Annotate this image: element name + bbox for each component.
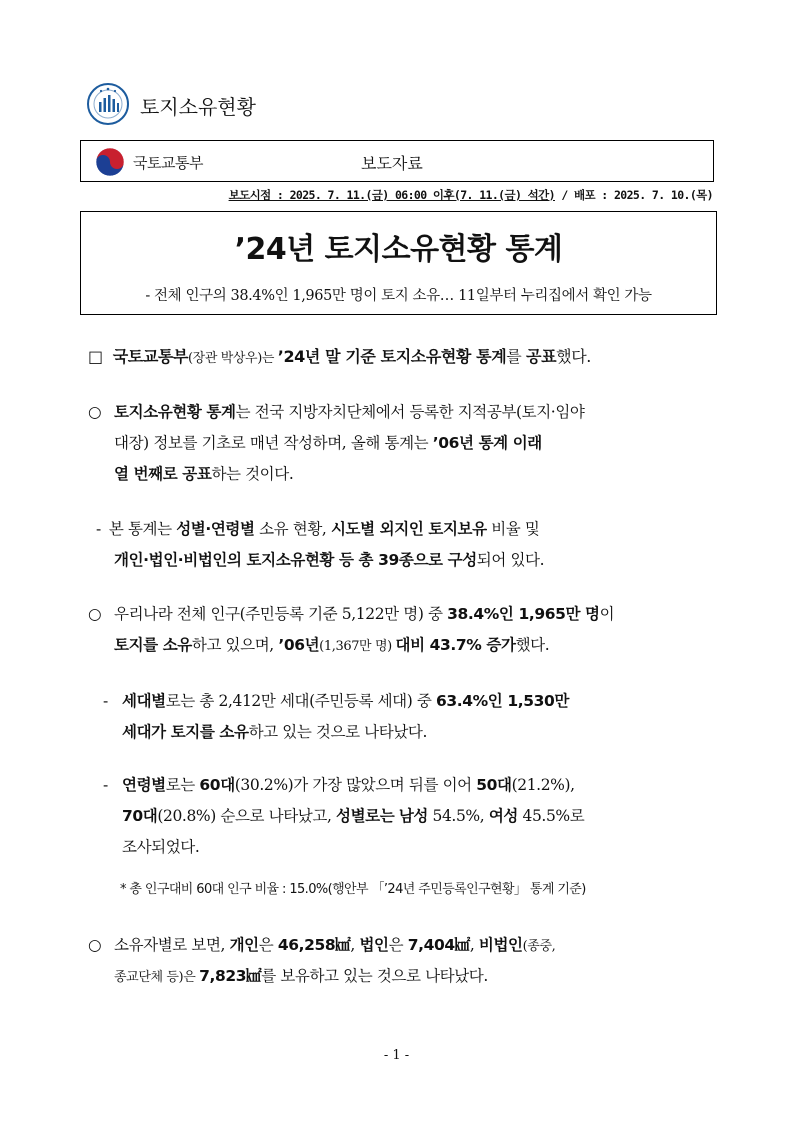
text: 했다. (515, 636, 550, 654)
square-bullet: □ (88, 347, 103, 366)
title-box (80, 211, 717, 315)
bold-text: 시도별 외지인 토지보유 (330, 520, 487, 538)
taegeuk-logo-icon (95, 147, 125, 177)
text: 하는 것이다. (211, 465, 294, 483)
ministry-header-box (80, 140, 714, 182)
text: (20.8%) 순으로 나타났고, (157, 807, 336, 825)
text: 로는 총 2,412만 세대(주민등록 세대) 중 (165, 692, 437, 710)
release-time: 보도시점 : 2025. 7. 11.(금) 06:00 이후(7. 11.(금) 석간) (228, 188, 555, 202)
bold-text: ’06년 통계 이래 (432, 434, 542, 452)
main-title: ’24년 토지소유현황 통계 (234, 232, 563, 267)
paragraph-7-line-2 (114, 961, 488, 993)
text: 대장) 정보를 기초로 매년 작성하며, 올해 통계는 (114, 434, 433, 452)
dash-bullet: - (96, 520, 101, 538)
bold-text: 열 번째로 공표 (114, 465, 212, 483)
paragraph-5-line-1 (122, 686, 569, 717)
bold-text: 63.4%인 1,530만 (436, 692, 569, 710)
bold-text: 7,404㎢ (407, 936, 470, 954)
paragraph-2-marker (88, 397, 101, 428)
text: 45.5%로 (517, 807, 585, 825)
bold-text: 70대 (122, 807, 158, 825)
bold-text: 50대 (476, 776, 512, 794)
circle-bullet: ○ (88, 403, 102, 421)
text: 되어 있다. (476, 551, 545, 569)
text: 를 (506, 347, 527, 366)
text: 로는 (165, 776, 200, 794)
paragraph-2-line-2 (114, 428, 542, 459)
paragraph-7-marker (88, 930, 101, 961)
bold-text: 세대별 (122, 692, 166, 710)
paragraph-7-line-1 (114, 930, 555, 962)
text: , (469, 936, 479, 954)
paragraph-5-line-2 (122, 717, 427, 748)
paragraph-3-line-1 (96, 514, 539, 545)
bold-text: 46,258㎢ (277, 936, 351, 954)
circle-bullet: ○ (88, 936, 102, 954)
bold-text: 세대가 토지를 소유 (122, 723, 249, 741)
bold-text: 연령별 (122, 776, 166, 794)
text: 하고 있는 것으로 나타났다. (248, 723, 427, 741)
dash-bullet: - (103, 776, 108, 794)
document-type: 보도자료 (361, 154, 423, 173)
distribution-date: / 배포 : 2025. 7. 10.(목) (555, 188, 713, 202)
paragraph-4-line-2 (114, 630, 549, 662)
bold-text: ’06년 (278, 636, 320, 654)
dash-bullet: - (103, 692, 108, 710)
text: 종교단체 등)은 (114, 970, 200, 985)
minister-text: (장관 박상우)는 (188, 351, 278, 366)
text: (21.2%), (511, 776, 575, 794)
bold-text: 대비 43.7% 증가 (395, 636, 516, 654)
text: 본 통계는 (108, 520, 177, 538)
bold-text: 남성 (398, 807, 428, 825)
text: 은 (388, 936, 408, 954)
bold-text: 여성 (488, 807, 518, 825)
bold-text: 38.4%인 1,965만 명 (447, 605, 600, 623)
bold-text: 토지소유현황 통계 (114, 403, 236, 421)
text: 우리나라 전체 인구(주민등록 기준 5,122만 명) 중 (114, 605, 448, 623)
ministry-text: 국토교통부 (112, 347, 188, 366)
bold-text: 개인 (229, 936, 259, 954)
subtitle: - 전체 인구의 38.4%인 1,965만 명이 토지 소유… 11일부터 누리집에서 확인 가능 (145, 288, 652, 304)
text: 은 (258, 936, 278, 954)
text: (종중, (522, 939, 556, 954)
bold-text: 개인·법인·비법인의 토지소유현황 등 총 39종으로 구성 (114, 551, 477, 569)
bold-text: 성별로는 (336, 807, 395, 825)
text: 소유 현황, (254, 520, 331, 538)
text: 54.5%, (427, 807, 489, 825)
ministry-name: 국토교통부 (133, 154, 203, 172)
paragraph-4-marker (88, 599, 101, 630)
text: 는 전국 지방자치단체에서 등록한 지적공부(토지·임야 (235, 403, 585, 421)
paragraph-6-marker (103, 770, 108, 801)
statistics-name: ’24년 말 기준 토지소유현황 통계 (277, 347, 507, 366)
text: 조사되었다. (122, 838, 200, 856)
text: 했다. (556, 347, 591, 366)
paragraph-4-line-1 (114, 599, 614, 630)
paragraph-2-line-1 (114, 397, 584, 428)
paragraph-1 (88, 341, 591, 374)
release-info (229, 187, 713, 203)
bold-text: 성별·연령별 (176, 520, 255, 538)
page-number: - 1 - (383, 1048, 410, 1063)
text: 하고 있으며, (191, 636, 279, 654)
paragraph-6-line-1 (122, 770, 575, 801)
paragraph-6-line-3 (122, 832, 199, 863)
paragraph-2-line-3 (114, 459, 293, 490)
footnote: * 총 인구대비 60대 인구 비율 : 15.0%(행안부 「’24년 주민등록인구현황」 통계 기준) (120, 882, 586, 897)
paragraph-5-marker (103, 686, 108, 717)
circle-bullet: ○ (88, 605, 102, 623)
document-tag: 토지소유현황 (140, 95, 256, 119)
paragraph-3-line-2 (114, 545, 544, 576)
text: (1,367만 명) (319, 639, 396, 654)
paragraph-6-line-2 (122, 801, 584, 832)
announce-text: 공표 (526, 347, 557, 366)
bold-text: 7,823㎢ (199, 967, 262, 985)
text: 를 보유하고 있는 것으로 나타났다. (261, 967, 488, 985)
text: 소유자별로 보면, (114, 936, 230, 954)
bold-text: 60대 (199, 776, 235, 794)
bold-text: 법인 (359, 936, 389, 954)
text: (30.2%)가 가장 많았으며 뒤를 이어 (234, 776, 477, 794)
bold-text: 비법인 (478, 936, 523, 954)
text: , (350, 936, 360, 954)
text: 이 (599, 605, 615, 623)
statistics-korea-emblem-icon (86, 82, 130, 126)
bold-text: 토지를 소유 (114, 636, 192, 654)
text: 비율 및 (486, 520, 540, 538)
